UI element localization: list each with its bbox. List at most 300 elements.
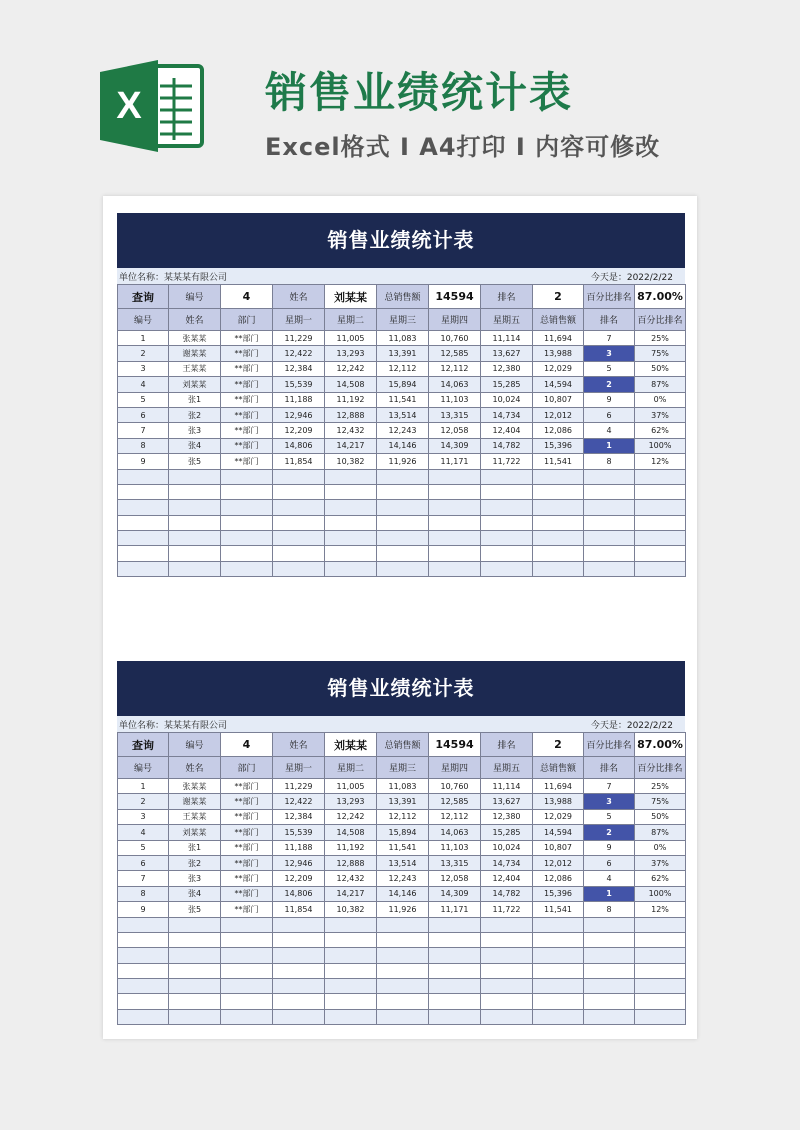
table-cell[interactable]: **部门: [221, 840, 273, 855]
table-cell[interactable]: 14,146: [377, 438, 429, 453]
table-cell[interactable]: 1: [118, 331, 169, 346]
table-cell[interactable]: [377, 500, 429, 515]
table-cell[interactable]: [325, 515, 377, 530]
table-cell[interactable]: [635, 515, 686, 530]
table-cell[interactable]: 12,012: [533, 855, 584, 870]
table-cell[interactable]: 12,086: [533, 423, 584, 438]
table-cell[interactable]: **部门: [221, 438, 273, 453]
table-cell[interactable]: 12,404: [481, 871, 533, 886]
table-cell[interactable]: 8: [584, 454, 635, 469]
table-cell[interactable]: [584, 484, 635, 499]
table-cell[interactable]: 8: [584, 902, 635, 917]
table-cell[interactable]: 11,171: [429, 454, 481, 469]
table-cell[interactable]: 12,112: [377, 809, 429, 824]
table-cell[interactable]: [635, 484, 686, 499]
table-cell[interactable]: 14,063: [429, 825, 481, 840]
table-cell[interactable]: 14,734: [481, 407, 533, 422]
table-cell[interactable]: 11,083: [377, 779, 429, 794]
table-cell[interactable]: 12,946: [273, 407, 325, 422]
table-cell[interactable]: 1: [584, 886, 635, 901]
table-cell[interactable]: [481, 917, 533, 932]
table-cell[interactable]: 12,585: [429, 346, 481, 361]
table-cell[interactable]: [169, 469, 221, 484]
table-cell[interactable]: **部门: [221, 423, 273, 438]
table-cell[interactable]: [273, 963, 325, 978]
table-cell[interactable]: [273, 469, 325, 484]
table-cell[interactable]: [635, 932, 686, 947]
table-cell[interactable]: 15,285: [481, 825, 533, 840]
table-cell[interactable]: 10,382: [325, 454, 377, 469]
table-cell[interactable]: [481, 484, 533, 499]
table-cell[interactable]: [377, 531, 429, 546]
table-cell[interactable]: 王某某: [169, 809, 221, 824]
table-cell[interactable]: 11,541: [377, 392, 429, 407]
table-cell[interactable]: 9: [584, 392, 635, 407]
table-cell[interactable]: 11,083: [377, 331, 429, 346]
table-cell[interactable]: **部门: [221, 361, 273, 376]
table-cell[interactable]: 张5: [169, 454, 221, 469]
table-cell[interactable]: 3: [584, 346, 635, 361]
table-cell[interactable]: **部门: [221, 825, 273, 840]
table-cell[interactable]: 11,694: [533, 779, 584, 794]
table-cell[interactable]: 4: [118, 825, 169, 840]
table-cell[interactable]: [325, 484, 377, 499]
table-cell[interactable]: **部门: [221, 855, 273, 870]
table-cell[interactable]: [325, 469, 377, 484]
table-cell[interactable]: 张3: [169, 423, 221, 438]
table-cell[interactable]: [325, 963, 377, 978]
table-cell[interactable]: 25%: [635, 331, 686, 346]
table-cell[interactable]: [377, 917, 429, 932]
table-cell[interactable]: **部门: [221, 454, 273, 469]
table-cell[interactable]: [533, 515, 584, 530]
table-cell[interactable]: 刘某某: [169, 825, 221, 840]
table-cell[interactable]: 15,285: [481, 377, 533, 392]
table-cell[interactable]: 12,432: [325, 423, 377, 438]
table-cell[interactable]: 12%: [635, 454, 686, 469]
table-cell[interactable]: 12,242: [325, 809, 377, 824]
table-cell[interactable]: 75%: [635, 794, 686, 809]
table-cell[interactable]: 15,396: [533, 438, 584, 453]
table-cell[interactable]: [635, 979, 686, 994]
table-cell[interactable]: [584, 1009, 635, 1024]
table-cell[interactable]: [584, 469, 635, 484]
table-cell[interactable]: 11,114: [481, 331, 533, 346]
table-cell[interactable]: 12,585: [429, 794, 481, 809]
table-cell[interactable]: [429, 469, 481, 484]
table-cell[interactable]: [481, 979, 533, 994]
table-cell[interactable]: 9: [118, 902, 169, 917]
table-cell[interactable]: [429, 531, 481, 546]
table-cell[interactable]: 14,217: [325, 438, 377, 453]
table-cell[interactable]: 100%: [635, 886, 686, 901]
table-cell[interactable]: 12,946: [273, 855, 325, 870]
table-cell[interactable]: 张2: [169, 855, 221, 870]
table-cell[interactable]: 50%: [635, 809, 686, 824]
table-cell[interactable]: 12,209: [273, 423, 325, 438]
table-cell[interactable]: [533, 963, 584, 978]
table-cell[interactable]: [118, 979, 169, 994]
table-cell[interactable]: 7: [118, 423, 169, 438]
table-cell[interactable]: [429, 963, 481, 978]
table-cell[interactable]: 6: [584, 855, 635, 870]
table-cell[interactable]: [325, 500, 377, 515]
table-cell[interactable]: 11,005: [325, 779, 377, 794]
table-cell[interactable]: [584, 932, 635, 947]
table-cell[interactable]: 11,854: [273, 454, 325, 469]
table-cell[interactable]: [584, 994, 635, 1009]
table-cell[interactable]: [118, 546, 169, 561]
table-cell[interactable]: 14,734: [481, 855, 533, 870]
table-cell[interactable]: [429, 561, 481, 576]
table-cell[interactable]: 11,541: [377, 840, 429, 855]
table-cell[interactable]: 2: [118, 794, 169, 809]
table-cell[interactable]: [325, 561, 377, 576]
table-cell[interactable]: [221, 963, 273, 978]
table-cell[interactable]: [429, 515, 481, 530]
table-cell[interactable]: [273, 515, 325, 530]
table-cell[interactable]: 12,086: [533, 871, 584, 886]
table-cell[interactable]: 11,188: [273, 840, 325, 855]
table-cell[interactable]: 11,541: [533, 454, 584, 469]
table-cell[interactable]: **部门: [221, 794, 273, 809]
table-cell[interactable]: [273, 932, 325, 947]
table-cell[interactable]: 12,380: [481, 809, 533, 824]
table-cell[interactable]: 13,514: [377, 855, 429, 870]
table-cell[interactable]: [533, 469, 584, 484]
table-cell[interactable]: **部门: [221, 331, 273, 346]
table-cell[interactable]: 12,242: [325, 361, 377, 376]
table-cell[interactable]: 9: [584, 840, 635, 855]
table-cell[interactable]: [377, 469, 429, 484]
table-cell[interactable]: [584, 979, 635, 994]
table-cell[interactable]: [481, 994, 533, 1009]
table-cell[interactable]: [273, 531, 325, 546]
table-cell[interactable]: 25%: [635, 779, 686, 794]
table-cell[interactable]: 13,514: [377, 407, 429, 422]
table-cell[interactable]: 13,391: [377, 794, 429, 809]
table-cell[interactable]: [377, 948, 429, 963]
table-cell[interactable]: **部门: [221, 377, 273, 392]
table-cell[interactable]: 3: [118, 809, 169, 824]
table-cell[interactable]: [221, 917, 273, 932]
table-cell[interactable]: 11,005: [325, 331, 377, 346]
table-cell[interactable]: [273, 979, 325, 994]
table-cell[interactable]: 10,760: [429, 779, 481, 794]
table-cell[interactable]: 100%: [635, 438, 686, 453]
table-cell[interactable]: [325, 917, 377, 932]
table-cell[interactable]: 2: [584, 825, 635, 840]
table-cell[interactable]: 62%: [635, 423, 686, 438]
table-cell[interactable]: 谢某某: [169, 794, 221, 809]
table-cell[interactable]: [221, 546, 273, 561]
table-cell[interactable]: [169, 500, 221, 515]
table-cell[interactable]: 12,432: [325, 871, 377, 886]
table-cell[interactable]: [429, 948, 481, 963]
table-cell[interactable]: [481, 1009, 533, 1024]
table-cell[interactable]: [481, 963, 533, 978]
table-cell[interactable]: [377, 1009, 429, 1024]
table-cell[interactable]: [169, 948, 221, 963]
table-cell[interactable]: 12,029: [533, 361, 584, 376]
table-cell[interactable]: 12,243: [377, 871, 429, 886]
table-cell[interactable]: [325, 546, 377, 561]
table-cell[interactable]: 7: [584, 331, 635, 346]
table-cell[interactable]: 12,888: [325, 407, 377, 422]
table-cell[interactable]: [481, 500, 533, 515]
table-cell[interactable]: [584, 515, 635, 530]
table-cell[interactable]: 8: [118, 886, 169, 901]
table-cell[interactable]: [481, 515, 533, 530]
table-cell[interactable]: 3: [118, 361, 169, 376]
table-cell[interactable]: 11,103: [429, 840, 481, 855]
table-cell[interactable]: **部门: [221, 779, 273, 794]
table-cell[interactable]: 11,229: [273, 331, 325, 346]
table-cell[interactable]: 37%: [635, 855, 686, 870]
table-cell[interactable]: [169, 994, 221, 1009]
table-cell[interactable]: [533, 500, 584, 515]
table-cell[interactable]: [118, 469, 169, 484]
table-cell[interactable]: 12,243: [377, 423, 429, 438]
table-cell[interactable]: 5: [584, 361, 635, 376]
table-cell[interactable]: 12,029: [533, 809, 584, 824]
table-cell[interactable]: [377, 994, 429, 1009]
table-cell[interactable]: [377, 561, 429, 576]
table-cell[interactable]: [377, 932, 429, 947]
table-cell[interactable]: [273, 948, 325, 963]
table-cell[interactable]: [325, 979, 377, 994]
table-cell[interactable]: [584, 500, 635, 515]
table-cell[interactable]: [635, 500, 686, 515]
table-cell[interactable]: [169, 515, 221, 530]
table-cell[interactable]: [273, 500, 325, 515]
table-cell[interactable]: [429, 484, 481, 499]
table-cell[interactable]: 14,217: [325, 886, 377, 901]
table-cell[interactable]: 10,807: [533, 840, 584, 855]
table-cell[interactable]: 62%: [635, 871, 686, 886]
table-cell[interactable]: 12,058: [429, 423, 481, 438]
table-cell[interactable]: 14,309: [429, 886, 481, 901]
table-cell[interactable]: [221, 1009, 273, 1024]
table-cell[interactable]: 10,760: [429, 331, 481, 346]
table-cell[interactable]: [273, 1009, 325, 1024]
table-cell[interactable]: [377, 979, 429, 994]
table-cell[interactable]: [169, 963, 221, 978]
table-cell[interactable]: 75%: [635, 346, 686, 361]
table-cell[interactable]: 0%: [635, 392, 686, 407]
table-cell[interactable]: 12,384: [273, 809, 325, 824]
table-cell[interactable]: [118, 484, 169, 499]
table-cell[interactable]: 7: [584, 779, 635, 794]
table-cell[interactable]: 12,384: [273, 361, 325, 376]
table-cell[interactable]: [273, 994, 325, 1009]
table-cell[interactable]: [377, 546, 429, 561]
table-cell[interactable]: 15,539: [273, 825, 325, 840]
table-cell[interactable]: 12%: [635, 902, 686, 917]
table-cell[interactable]: 11,114: [481, 779, 533, 794]
table-cell[interactable]: [533, 948, 584, 963]
table-cell[interactable]: [635, 469, 686, 484]
table-cell[interactable]: 张1: [169, 840, 221, 855]
table-cell[interactable]: [429, 979, 481, 994]
table-cell[interactable]: [273, 561, 325, 576]
table-cell[interactable]: 11,926: [377, 902, 429, 917]
table-cell[interactable]: 张4: [169, 886, 221, 901]
table-cell[interactable]: 14,782: [481, 438, 533, 453]
table-cell[interactable]: 12,422: [273, 346, 325, 361]
table-cell[interactable]: [533, 531, 584, 546]
table-cell[interactable]: 14,806: [273, 886, 325, 901]
table-cell[interactable]: 12,112: [377, 361, 429, 376]
table-cell[interactable]: 14,508: [325, 825, 377, 840]
table-cell[interactable]: 5: [118, 392, 169, 407]
table-cell[interactable]: 12,112: [429, 809, 481, 824]
table-cell[interactable]: 12,012: [533, 407, 584, 422]
table-cell[interactable]: 12,422: [273, 794, 325, 809]
table-cell[interactable]: [635, 561, 686, 576]
table-cell[interactable]: [221, 994, 273, 1009]
table-cell[interactable]: [635, 963, 686, 978]
table-cell[interactable]: [481, 531, 533, 546]
table-cell[interactable]: [584, 963, 635, 978]
table-cell[interactable]: [481, 932, 533, 947]
table-cell[interactable]: **部门: [221, 392, 273, 407]
table-cell[interactable]: 6: [118, 407, 169, 422]
table-cell[interactable]: [429, 917, 481, 932]
table-cell[interactable]: [429, 546, 481, 561]
table-cell[interactable]: 12,380: [481, 361, 533, 376]
table-cell[interactable]: [325, 948, 377, 963]
table-cell[interactable]: [221, 484, 273, 499]
table-cell[interactable]: 14,806: [273, 438, 325, 453]
table-cell[interactable]: [481, 469, 533, 484]
table-cell[interactable]: [533, 932, 584, 947]
table-cell[interactable]: [584, 917, 635, 932]
table-cell[interactable]: [118, 500, 169, 515]
table-cell[interactable]: 6: [584, 407, 635, 422]
table-cell[interactable]: [429, 500, 481, 515]
table-cell[interactable]: [635, 531, 686, 546]
table-cell[interactable]: 14,782: [481, 886, 533, 901]
table-cell[interactable]: [429, 1009, 481, 1024]
table-cell[interactable]: [118, 515, 169, 530]
table-cell[interactable]: 谢某某: [169, 346, 221, 361]
table-cell[interactable]: 87%: [635, 825, 686, 840]
table-cell[interactable]: 11,229: [273, 779, 325, 794]
table-cell[interactable]: [273, 546, 325, 561]
table-cell[interactable]: [221, 469, 273, 484]
table-cell[interactable]: [429, 994, 481, 1009]
table-cell[interactable]: [325, 932, 377, 947]
table-cell[interactable]: [325, 1009, 377, 1024]
table-cell[interactable]: [325, 994, 377, 1009]
table-cell[interactable]: 10,807: [533, 392, 584, 407]
table-cell[interactable]: 张某某: [169, 331, 221, 346]
table-cell[interactable]: [584, 948, 635, 963]
table-cell[interactable]: [221, 979, 273, 994]
table-cell[interactable]: 14,309: [429, 438, 481, 453]
table-cell[interactable]: 张1: [169, 392, 221, 407]
table-cell[interactable]: 11,854: [273, 902, 325, 917]
table-cell[interactable]: 0%: [635, 840, 686, 855]
table-cell[interactable]: 11,694: [533, 331, 584, 346]
table-cell[interactable]: 15,539: [273, 377, 325, 392]
table-cell[interactable]: **部门: [221, 902, 273, 917]
table-cell[interactable]: 13,315: [429, 855, 481, 870]
table-cell[interactable]: [481, 546, 533, 561]
table-cell[interactable]: [584, 531, 635, 546]
table-cell[interactable]: [118, 994, 169, 1009]
table-cell[interactable]: [221, 500, 273, 515]
table-cell[interactable]: 13,988: [533, 794, 584, 809]
table-cell[interactable]: [118, 1009, 169, 1024]
table-cell[interactable]: 11,541: [533, 902, 584, 917]
table-cell[interactable]: [118, 963, 169, 978]
table-cell[interactable]: [377, 484, 429, 499]
table-cell[interactable]: **部门: [221, 407, 273, 422]
table-cell[interactable]: **部门: [221, 809, 273, 824]
table-cell[interactable]: [635, 546, 686, 561]
table-cell[interactable]: [118, 932, 169, 947]
table-cell[interactable]: 4: [584, 423, 635, 438]
table-cell[interactable]: 11,192: [325, 840, 377, 855]
table-cell[interactable]: 5: [584, 809, 635, 824]
table-cell[interactable]: [221, 561, 273, 576]
table-cell[interactable]: 张2: [169, 407, 221, 422]
table-cell[interactable]: 张4: [169, 438, 221, 453]
table-cell[interactable]: [169, 917, 221, 932]
table-cell[interactable]: 张3: [169, 871, 221, 886]
table-cell[interactable]: 12,112: [429, 361, 481, 376]
table-cell[interactable]: 4: [118, 377, 169, 392]
table-cell[interactable]: [533, 979, 584, 994]
table-cell[interactable]: 13,627: [481, 346, 533, 361]
table-cell[interactable]: 50%: [635, 361, 686, 376]
table-cell[interactable]: 15,894: [377, 377, 429, 392]
table-cell[interactable]: 13,988: [533, 346, 584, 361]
table-cell[interactable]: [584, 546, 635, 561]
table-cell[interactable]: [273, 484, 325, 499]
table-cell[interactable]: [377, 963, 429, 978]
table-cell[interactable]: [481, 948, 533, 963]
table-cell[interactable]: 37%: [635, 407, 686, 422]
table-cell[interactable]: [533, 994, 584, 1009]
table-cell[interactable]: 6: [118, 855, 169, 870]
table-cell[interactable]: 11,171: [429, 902, 481, 917]
table-cell[interactable]: 14,146: [377, 886, 429, 901]
table-cell[interactable]: 1: [118, 779, 169, 794]
table-cell[interactable]: [169, 484, 221, 499]
table-cell[interactable]: [169, 932, 221, 947]
table-cell[interactable]: [221, 531, 273, 546]
table-cell[interactable]: [635, 994, 686, 1009]
table-cell[interactable]: 14,063: [429, 377, 481, 392]
table-cell[interactable]: [118, 948, 169, 963]
table-cell[interactable]: [325, 531, 377, 546]
table-cell[interactable]: [169, 531, 221, 546]
table-cell[interactable]: 8: [118, 438, 169, 453]
table-cell[interactable]: 11,722: [481, 902, 533, 917]
table-cell[interactable]: 13,315: [429, 407, 481, 422]
table-cell[interactable]: 15,894: [377, 825, 429, 840]
table-cell[interactable]: 13,391: [377, 346, 429, 361]
table-cell[interactable]: **部门: [221, 346, 273, 361]
table-cell[interactable]: 10,382: [325, 902, 377, 917]
table-cell[interactable]: 11,926: [377, 454, 429, 469]
table-cell[interactable]: 10,024: [481, 392, 533, 407]
table-cell[interactable]: [635, 948, 686, 963]
table-cell[interactable]: [429, 932, 481, 947]
